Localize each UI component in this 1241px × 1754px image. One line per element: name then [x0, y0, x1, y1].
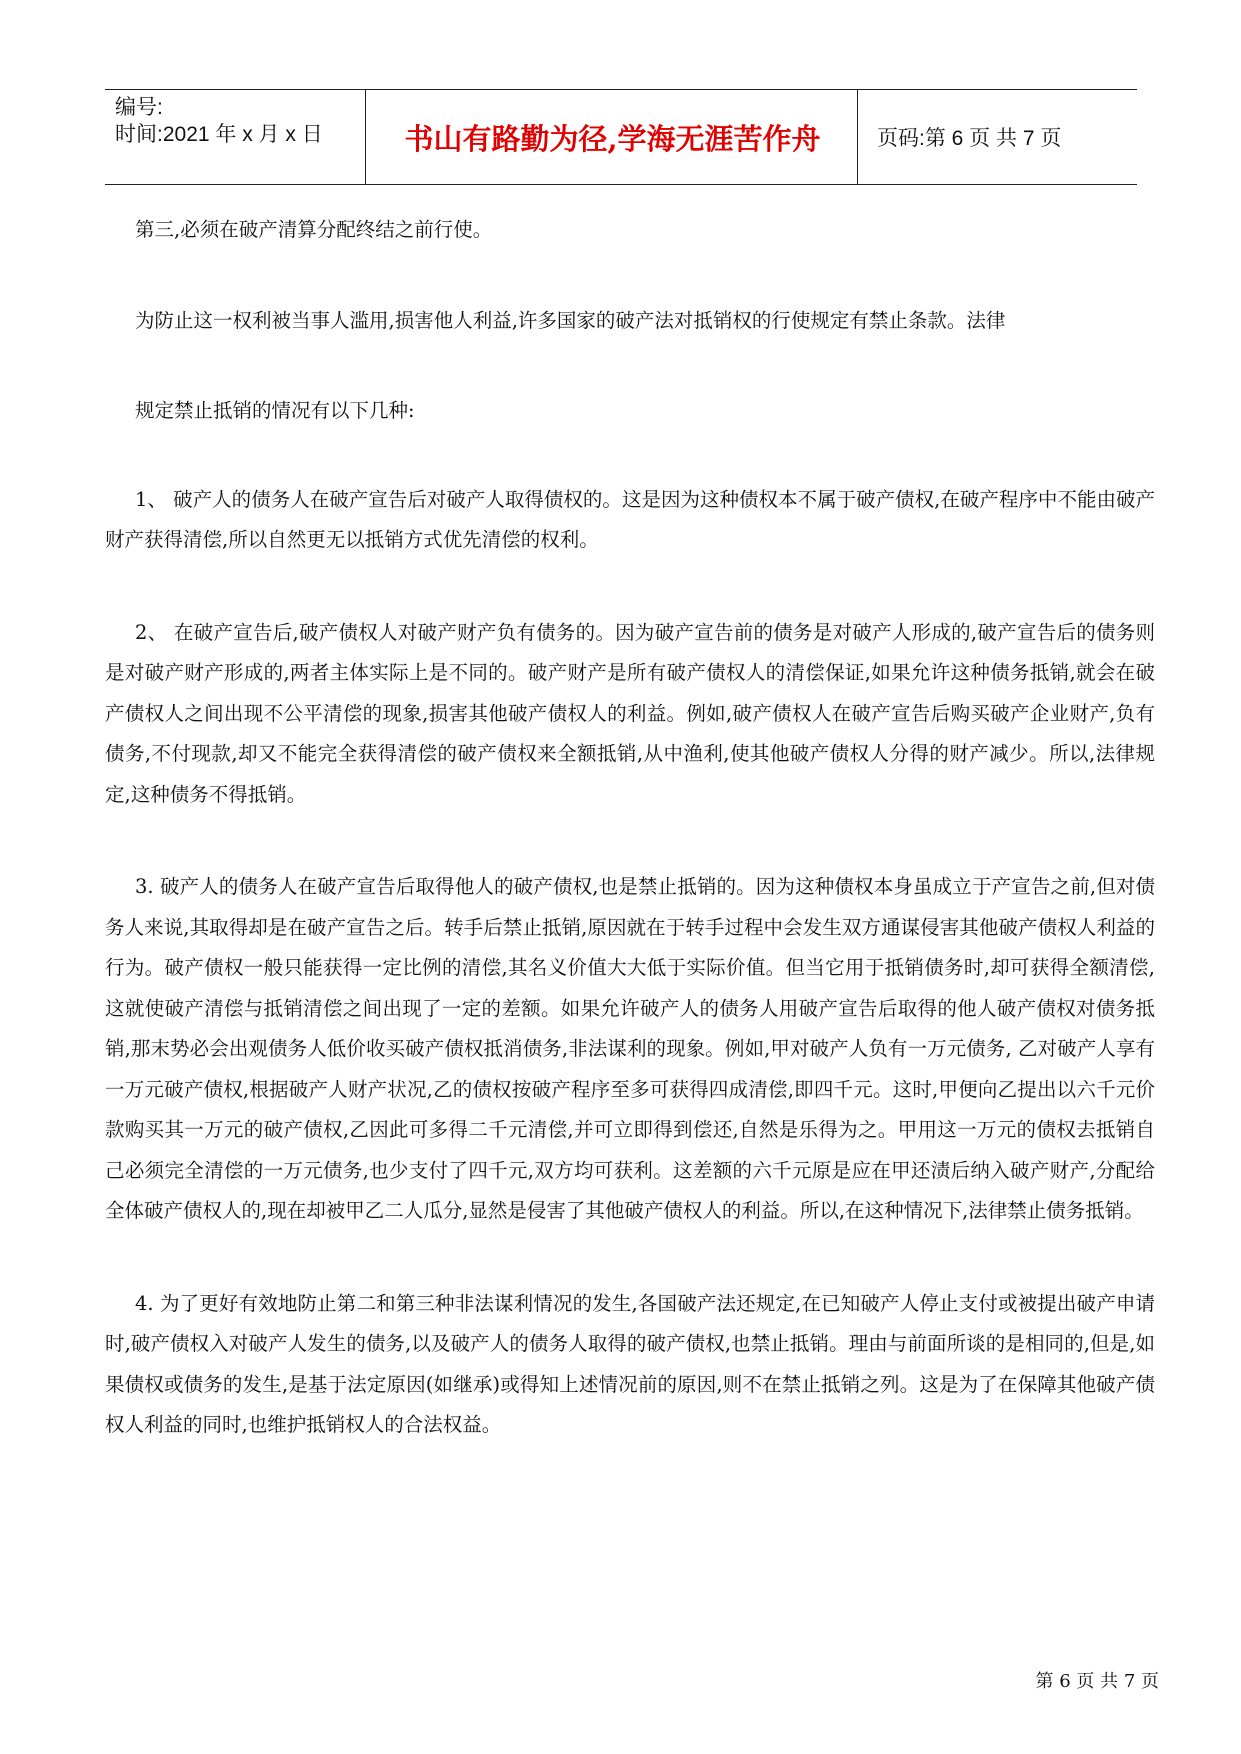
document-number-label: 编号:: [115, 96, 163, 119]
paragraph-item-1: 1、 破产人的债务人在破产宣告后对破产人取得债权的。这是因为这种债权本不属于破产债权,在破产程序中不能由破产财产获得清偿,所以自然更无以抵销方式优先清偿的权利。: [105, 487, 1155, 551]
header-meta: [115, 94, 365, 148]
paragraph-item-3: 3. 破产人的债务人在破产宣告后取得他人的破产债权,也是禁止抵销的。因为这种债权本身虽成立于产宣告之前,但对债务人来说,其取得却是在破产宣告之后。转手后禁止抵销,原因就在于转手过程中会发生双方通谋侵害其他破产债权人利益的行为。破产债权一般只能获得一定比例的清偿,其名义价值大大低于实际价值。但当它用于抵销债务时,却可获得全额清偿,这就使破产清偿与抵销清偿之间出现了一定的差额。如果允许破产人的债务人用破产宣告后取得的他人破产债权对债务抵销,那末势必会出观债务人低价收买破产债权抵消债务,非法谋利的现象。例如,甲对破产人负有一万元债务, 乙对破产人享有一万元破产债权,根据破产人财产状况,乙的债权按破产程序至多可获得四成清偿,即四千元。这时,甲便向乙提出以六千元价款购买其一万元的破产债权,乙因此可多得二千元清偿,并可立即得到偿还,自然是乐得为之。甲用这一万元的债权去抵销自己必须完全清偿的一万元债务,也少支付了四千元,双方均可获利。这差额的六千元原是应在甲还渍后纳入破产财产,分配给全体破产债权人的,现在却被甲乙二人瓜分,显然是侵害了其他破产债权人的利益。所以,在这种情况下,法律禁止债务抵销。: [105, 875, 1155, 1222]
paragraph-intro: 为防止这一权利被当事人滥用,损害他人利益,许多国家的破产法对抵销权的行使规定有禁止条款。法律: [135, 308, 1006, 332]
paragraph-item-4: 4. 为了更好有效地防止第二和第三种非法谋利情况的发生,各国破产法还规定,在已知破产人停止支付或被提出破产申请时,破产债权入对破产人发生的债务,以及破产人的债务人取得的破产债权,也禁止抵销。理由与前面所谈的是相同的,但是,如果债权或债务的发生,是基于法定原因(如继承)或得知上述情况前的原因,则不在禁止抵销之列。这是为了在保障其他破产债权人利益的同时,也维护抵销权人的合法权益。: [105, 1291, 1155, 1436]
paragraph-item-2: 2、 在破产宣告后,破产债权人对破产财产负有债务的。因为破产宣告前的债务是对破产人形成的,破产宣告后的债务则是对破产财产形成的,两者主体实际上是不同的。破产财产是所有破产债权人的清偿保证,如果允许这种债务抵销,就会在破产债权人之间出现不公平清偿的现象,损害其他破产债权人的利益。例如,破产债权人在破产宣告后购买破产企业财产,负有债务,不付现款,却又不能完全获得清偿的破产债权来全额抵销,从中渔利,使其他破产债权人分得的财产减少。所以,法律规定,这种债务不得抵销。: [105, 620, 1155, 806]
paragraph-list-heading: 规定禁止抵销的情况有以下几种:: [135, 399, 415, 422]
header-page-code: 页码:第 6 页 共 7 页: [877, 127, 1062, 150]
header-motto: 书山有路勤为径,学海无涯苦作舟: [404, 121, 821, 156]
document-time-label: 时间:2021 年 x 月 x 日: [115, 123, 323, 146]
header-divider-right: [857, 90, 858, 184]
document-header: [105, 89, 1137, 185]
document-body: [105, 210, 1155, 1498]
header-divider-left: [365, 90, 366, 184]
paragraph-third-condition: 第三,必须在破产清算分配终结之前行使。: [135, 218, 493, 241]
page-footer: 第 6 页 共 7 页: [1035, 1671, 1159, 1692]
